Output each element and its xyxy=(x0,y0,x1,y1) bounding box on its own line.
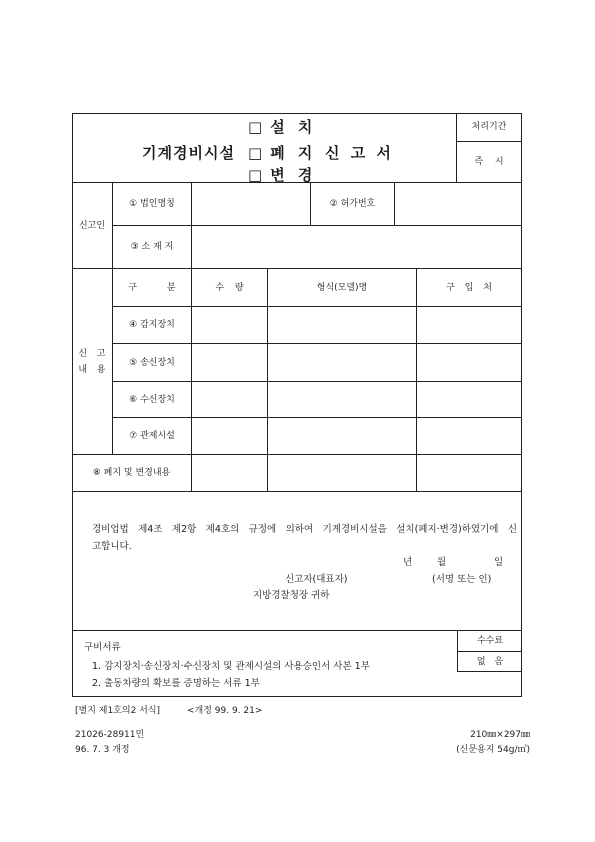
transmitter-vendor-field[interactable] xyxy=(417,344,522,382)
date-month-label: 월 xyxy=(437,557,447,568)
corp-name-label xyxy=(113,183,192,226)
required-document-item: 2. 출동차량의 확보를 증명하는 서류 1부 xyxy=(92,678,260,689)
processing-period-value xyxy=(457,142,522,183)
fee-label xyxy=(457,631,522,652)
paper-size: 210㎜×297㎜ xyxy=(470,730,530,740)
sensor-vendor-field[interactable] xyxy=(417,307,522,344)
install-label: 설 치 xyxy=(270,118,313,136)
processing-period-label-text: 처리기간 xyxy=(471,122,507,132)
receiver-quantity-field[interactable] xyxy=(192,382,268,418)
revision-note: <개정 99. 9. 21> xyxy=(187,706,263,716)
date-year-label: 년 xyxy=(403,557,413,568)
receiver-vendor-field[interactable] xyxy=(417,382,522,418)
column-header-model xyxy=(268,269,417,307)
abolish-option[interactable] xyxy=(248,144,312,162)
processing-period-label xyxy=(457,113,522,142)
required-documents-section xyxy=(72,631,522,697)
addressee: 지방경찰청장 귀하 xyxy=(253,590,330,601)
table-row-label xyxy=(113,344,192,382)
column-header-vendor xyxy=(417,269,522,307)
install-option[interactable] xyxy=(248,118,312,136)
change-option[interactable] xyxy=(248,166,312,184)
declaration-section xyxy=(72,492,522,631)
license-no-label-text: ② 허가번호 xyxy=(329,199,376,209)
changes-label xyxy=(72,455,192,492)
change-checkbox[interactable]: □ xyxy=(248,166,263,184)
transmitter-model-field[interactable] xyxy=(268,344,417,382)
title-suffix: 신 고 서 xyxy=(325,144,391,162)
control-vendor-field[interactable] xyxy=(417,418,522,455)
control-quantity-field[interactable] xyxy=(192,418,268,455)
form-title xyxy=(72,113,457,183)
transmitter-quantity-field[interactable] xyxy=(192,344,268,382)
control-facility-label: ⑦ 관제시설 xyxy=(129,431,175,441)
receiver-model-field[interactable] xyxy=(268,382,417,418)
abolish-label: 폐 지 xyxy=(270,144,313,162)
applicant-section-label-text: 신고인 xyxy=(78,220,106,231)
changes-quantity-field[interactable] xyxy=(192,455,268,492)
sensor-model-field[interactable] xyxy=(268,307,417,344)
transmitter-device-label: ⑤ 송신장치 xyxy=(129,357,175,368)
table-row-label xyxy=(113,418,192,455)
sensor-device-label: ④ 감지장치 xyxy=(129,320,175,330)
report-section-label-line-1: 신 고 xyxy=(78,348,106,359)
location-label-text: ③ 소 재 지 xyxy=(130,242,174,252)
required-documents-label: 구비서류 xyxy=(84,642,121,653)
control-model-field[interactable] xyxy=(268,418,417,455)
required-document-item: 1. 감지장치·송신장치·수신장치 및 관제시설의 사용승인서 사본 1부 xyxy=(92,661,370,672)
location-field[interactable] xyxy=(192,226,522,269)
column-header-quantity-text: 수 량 xyxy=(215,282,244,293)
column-header-model-text: 형식(모델)명 xyxy=(316,282,368,293)
change-label: 변 경 xyxy=(270,166,313,184)
fee-value-text: 없 음 xyxy=(476,656,504,667)
declaration-text-line-1: 경비업법 제4조 제2항 제4호의 규정에 의하여 기계경비시설을 설치(폐지·변경)하였기에 신 xyxy=(92,524,517,535)
declaration-text-line-2: 고합니다. xyxy=(92,541,132,552)
receiver-device-label: ⑥ 수신장치 xyxy=(129,394,175,405)
date-day-label: 일 xyxy=(494,557,504,568)
license-no-field[interactable] xyxy=(395,183,522,226)
fee-value xyxy=(457,652,522,672)
revised-date: 96. 7. 3 개정 xyxy=(75,745,130,755)
reporter-label: 신고자(대표자) xyxy=(285,574,348,585)
install-checkbox[interactable]: □ xyxy=(248,118,263,136)
column-header-quantity xyxy=(192,269,268,307)
column-header-category-text: 구 분 xyxy=(128,282,176,293)
table-row-label xyxy=(113,382,192,418)
form-code: 21026-28911민 xyxy=(75,730,145,740)
processing-period-value-text: 즉 시 xyxy=(474,157,504,167)
abolish-checkbox[interactable]: □ xyxy=(248,144,263,162)
paper-type: (신문용지 54g/㎡) xyxy=(456,745,530,755)
fee-label-text: 수수료 xyxy=(476,636,504,646)
changes-model-field[interactable] xyxy=(268,455,417,492)
title-prefix: 기계경비시설 xyxy=(142,144,235,162)
sensor-quantity-field[interactable] xyxy=(192,307,268,344)
signature-note: (서명 또는 인) xyxy=(432,574,492,585)
location-label xyxy=(113,226,192,269)
changes-vendor-field[interactable] xyxy=(417,455,522,492)
column-header-vendor-text: 구 입 처 xyxy=(446,282,492,293)
corp-name-label-text: ① 법인명칭 xyxy=(129,199,175,209)
report-section-label xyxy=(72,269,113,455)
form-reference: [별지 제1호의2 서식] xyxy=(75,706,161,716)
license-no-label xyxy=(311,183,395,226)
table-row-label xyxy=(113,307,192,344)
column-header-category xyxy=(113,269,192,307)
report-section-label-line-2: 내 용 xyxy=(78,364,106,375)
applicant-section-label xyxy=(72,183,113,269)
corp-name-field[interactable] xyxy=(192,183,311,226)
changes-label-text: ⑧ 폐지 및 변경내용 xyxy=(92,468,171,478)
